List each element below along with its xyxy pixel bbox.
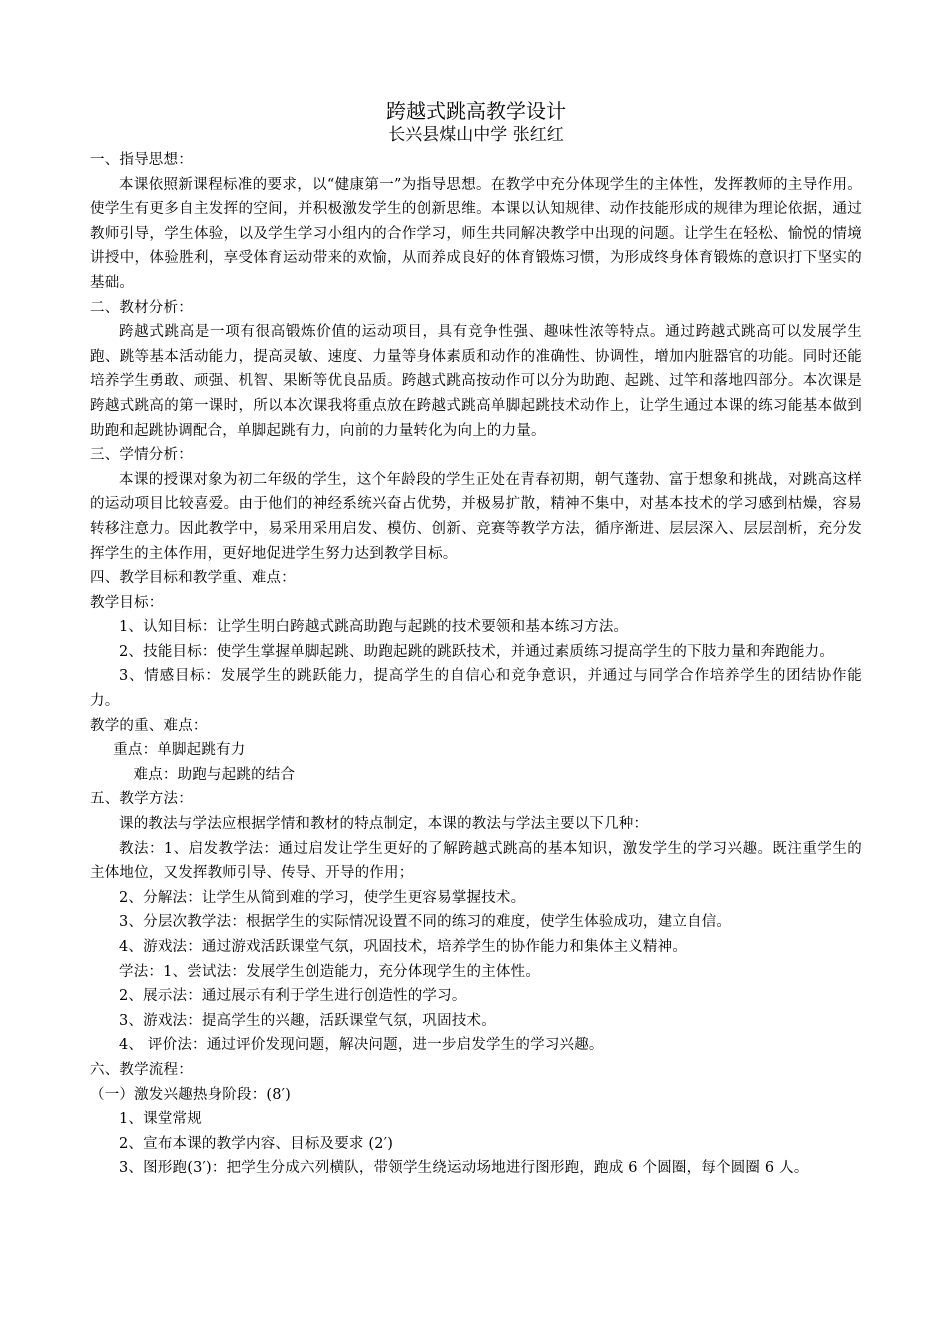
process-item-2: 2、宣布本课的教学内容、目标及要求 (2′) [119,1135,394,1152]
teaching-method-2: 2、分解法：让学生从简到难的学习，使学生更容易掌握技术。 [119,889,526,906]
methods-intro: 课的教法与学法应根据学情和教材的特点制定，本课的教法与学法主要以下几种： [119,816,649,833]
process-item-3: 3、图形跑(3′)：把学生分成六列横队，带领学生绕运动场地进行图形跑，跑成 6 个圆圈，每个圆圈 6 人。 [119,1160,809,1177]
process-item-1: 1、课堂常规 [119,1111,202,1128]
section-heading-guiding-ideology: 一、指导思想： [90,152,193,168]
document-page [90,98,862,1181]
document-title: 跨越式跳高教学设计 [386,99,566,123]
key-point: 重点：单脚起跳有力 [113,742,246,759]
goal-cognitive: 1、认知目标：让学生明白跨越式跳高助跑与起跳的技术要领和基本练习方法。 [119,619,629,636]
stage-warmup-heading: （一）激发兴趣热身阶段：(8′) [90,1086,292,1103]
section-heading-teaching-process: 六、教学流程： [90,1061,193,1078]
document-author-line: 长兴县煤山中学 张红红 [388,125,564,145]
section-heading-student-analysis: 三、学情分析： [90,447,193,464]
paragraph-material-analysis: 跨越式跳高是一项有很高锻炼价值的运动项目，具有竞争性强、趣味性浓等特点。通过跨越式跳高可以发展学生跑、跳等基本活动能力，提高灵敏、速度、力量等身体素质和动作的准确性、协调性，增加内脏器官的功能。同时还能培养学生勇敢、顽强、机智、果断等优良品质。跨越式跳高按动作可以分为助跑、起跳、过竿和落地四部分。本次课是跨越式跳高的第一课时，所以本次课我将重点放在跨越式跳高单脚起跳技术动作上，让学生通过本课的练习能基本做到助跑和起跳协调配合，单脚起跳有力，向前的力量转化为向上的力量。 [90,324,862,439]
teaching-method-1: 教法：1、启发教学法：通过启发让学生更好的了解跨越式跳高的基本知识，激发学生的学习兴趣。既注重学生的主体地位，又发挥教师引导、传导、开导的作用； [90,840,862,882]
section-heading-methods: 五、教学方法： [90,791,193,808]
learning-method-4: 4、 评价法：通过评价发现问题，解决问题，进一步启发学生的学习兴趣。 [119,1037,604,1054]
section-heading-material-analysis: 二、教材分析： [90,299,193,316]
learning-method-3: 3、游戏法：提高学生的兴趣，活跃课堂气氛，巩固技术。 [119,1012,496,1029]
subheading-teaching-goals: 教学目标： [90,594,164,611]
teaching-method-3: 3、分层次教学法：根据学生的实际情况设置不同的练习的难度，使学生体验成功，建立自信。 [119,914,732,931]
goal-affective: 3、情感目标：发展学生的跳跃能力，提高学生的自信心和竞争意识，并通过与同学合作培养学生的团结协作能力。 [90,668,862,710]
difficult-point: 难点：助跑与起跳的结合 [133,766,296,783]
paragraph-guiding-ideology: 本课依照新课程标准的要求，以“健康第一”为指导思想。在教学中充分体现学生的主体性，发挥教师的主导作用。使学生有更多自主发挥的空间，并积极激发学生的创新思维。本课以认知规律、动作技能形成的规律为理论依据，通过教师引导，学生体验，以及学生学习小组内的合作学习，师生共同解决教学中出现的问题。让学生在轻松、愉悦的情境讲授中，体验胜利，享受体育运动带来的欢愉，从而养成良好的体育锻炼习惯，为形成终身体育锻炼的意识打下坚实的基础。 [90,176,862,291]
section-heading-objectives: 四、教学目标和教学重、难点： [90,570,296,587]
learning-method-2: 2、展示法：通过展示有利于学生进行创造性的学习。 [119,988,467,1005]
goal-skill: 2、技能目标：使学生掌握单脚起跳、助跑起跳的跳跃技术，并通过素质练习提高学生的下肢力量和奔跑能力。 [119,643,835,660]
learning-method-1: 学法：1、尝试法：发展学生创造能力，充分体现学生的主体性。 [119,963,541,980]
subheading-key-difficult-points: 教学的重、难点： [90,717,208,734]
paragraph-student-analysis: 本课的授课对象为初二年级的学生，这个年龄段的学生正处在青春初期，朝气蓬勃、富于想象和挑战，对跳高这样的运动项目比较喜爱。由于他们的神经系统兴奋占优势，并极易扩散，精神不集中，对基本技术的学习感到枯燥，容易转移注意力。因此教学中，易采用采用启发、模仿、创新、竞赛等教学方法，循序渐进、层层深入、层层剖析，充分发挥学生的主体作用，更好地促进学生努力达到教学目标。 [90,471,862,562]
teaching-method-4: 4、游戏法：通过游戏活跃课堂气氛，巩固技术，培养学生的协作能力和集体主义精神。 [119,939,688,955]
